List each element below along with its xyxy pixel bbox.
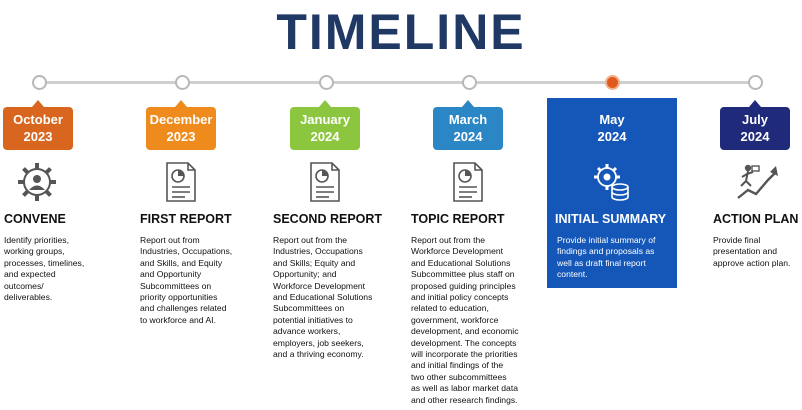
stage-title-first-report: FIRST REPORT <box>140 212 232 226</box>
stage-desc-second-report: Report out from the Industries, Occupations and Skills; Equity and Opportunity; and Workforce Development and Educational Solutions Subcommittees on potential initiatives to advance workers, employers, job seekers, and a thriving economy. <box>273 235 373 360</box>
badge-month: January <box>300 112 350 127</box>
page-title: TIMELINE <box>276 4 526 60</box>
badge-year: 2024 <box>453 129 483 144</box>
badge-year: 2024 <box>310 129 340 144</box>
gear-person-icon <box>12 160 62 204</box>
badge-year: 2023 <box>166 129 196 144</box>
date-badge-january-2024 <box>290 107 360 150</box>
date-badge-october-2023 <box>3 107 73 150</box>
stage-title-second-report: SECOND REPORT <box>273 212 383 226</box>
badge-month: May <box>599 112 625 127</box>
stage-desc-convene: Identify priorities, working groups, processes, timelines, and expected outcomes/ deliverables. <box>4 235 85 303</box>
stage-desc-action-plan: Provide final presentation and approve action plan. <box>713 235 791 268</box>
report-chart-icon <box>300 160 350 204</box>
timeline-node-4[interactable] <box>462 75 477 90</box>
date-badge-december-2023 <box>146 107 216 150</box>
badge-pointer <box>749 100 761 107</box>
timeline-line <box>38 81 758 84</box>
date-badge-july-2024 <box>720 107 790 150</box>
climbing-chart-icon <box>732 160 782 204</box>
badge-month: October <box>13 112 63 127</box>
stage-desc-initial-summary: Provide initial summary of findings and proposals as well as draft final report content. <box>557 235 656 280</box>
gear-database-icon <box>587 160 637 204</box>
badge-pointer <box>462 100 474 107</box>
timeline-node-5-active[interactable] <box>605 75 620 90</box>
stage-title-convene: CONVENE <box>4 212 66 226</box>
timeline-node-6[interactable] <box>748 75 763 90</box>
stage-title-topic-report: TOPIC REPORT <box>411 212 505 226</box>
badge-pointer <box>175 100 187 107</box>
report-chart-icon <box>156 160 206 204</box>
badge-year: 2024 <box>597 129 627 144</box>
timeline-node-2[interactable] <box>175 75 190 90</box>
badge-pointer <box>319 100 331 107</box>
date-badge-may-2024 <box>577 107 647 150</box>
stage-desc-first-report: Report out from Industries, Occupations, and Skills, and Equity and Opportunity Subcommittees on priority opportunities and challenges related to workforce and AI. <box>140 235 233 325</box>
stage-desc-topic-report: Report out from the Workforce Development and Educational Solutions Subcommittee plus staff on proposed guiding principles and initial policy concepts related to education, government, workforce development, and economic development. The concepts will incorporate the priorities and initial findings of the two other subcommittees as well as labor market data and other research findings. <box>411 235 519 405</box>
report-chart-icon <box>443 160 493 204</box>
badge-month: December <box>149 112 213 127</box>
badge-year: 2024 <box>740 129 770 144</box>
badge-pointer <box>32 100 44 107</box>
badge-month: March <box>448 112 488 127</box>
stage-title-action-plan: ACTION PLAN <box>713 212 799 226</box>
timeline-node-1[interactable] <box>32 75 47 90</box>
date-badge-march-2024 <box>433 107 503 150</box>
badge-month: July <box>741 112 768 127</box>
stage-title-initial-summary: INITIAL SUMMARY <box>555 212 667 226</box>
timeline-node-3[interactable] <box>319 75 334 90</box>
badge-year: 2023 <box>23 129 53 144</box>
